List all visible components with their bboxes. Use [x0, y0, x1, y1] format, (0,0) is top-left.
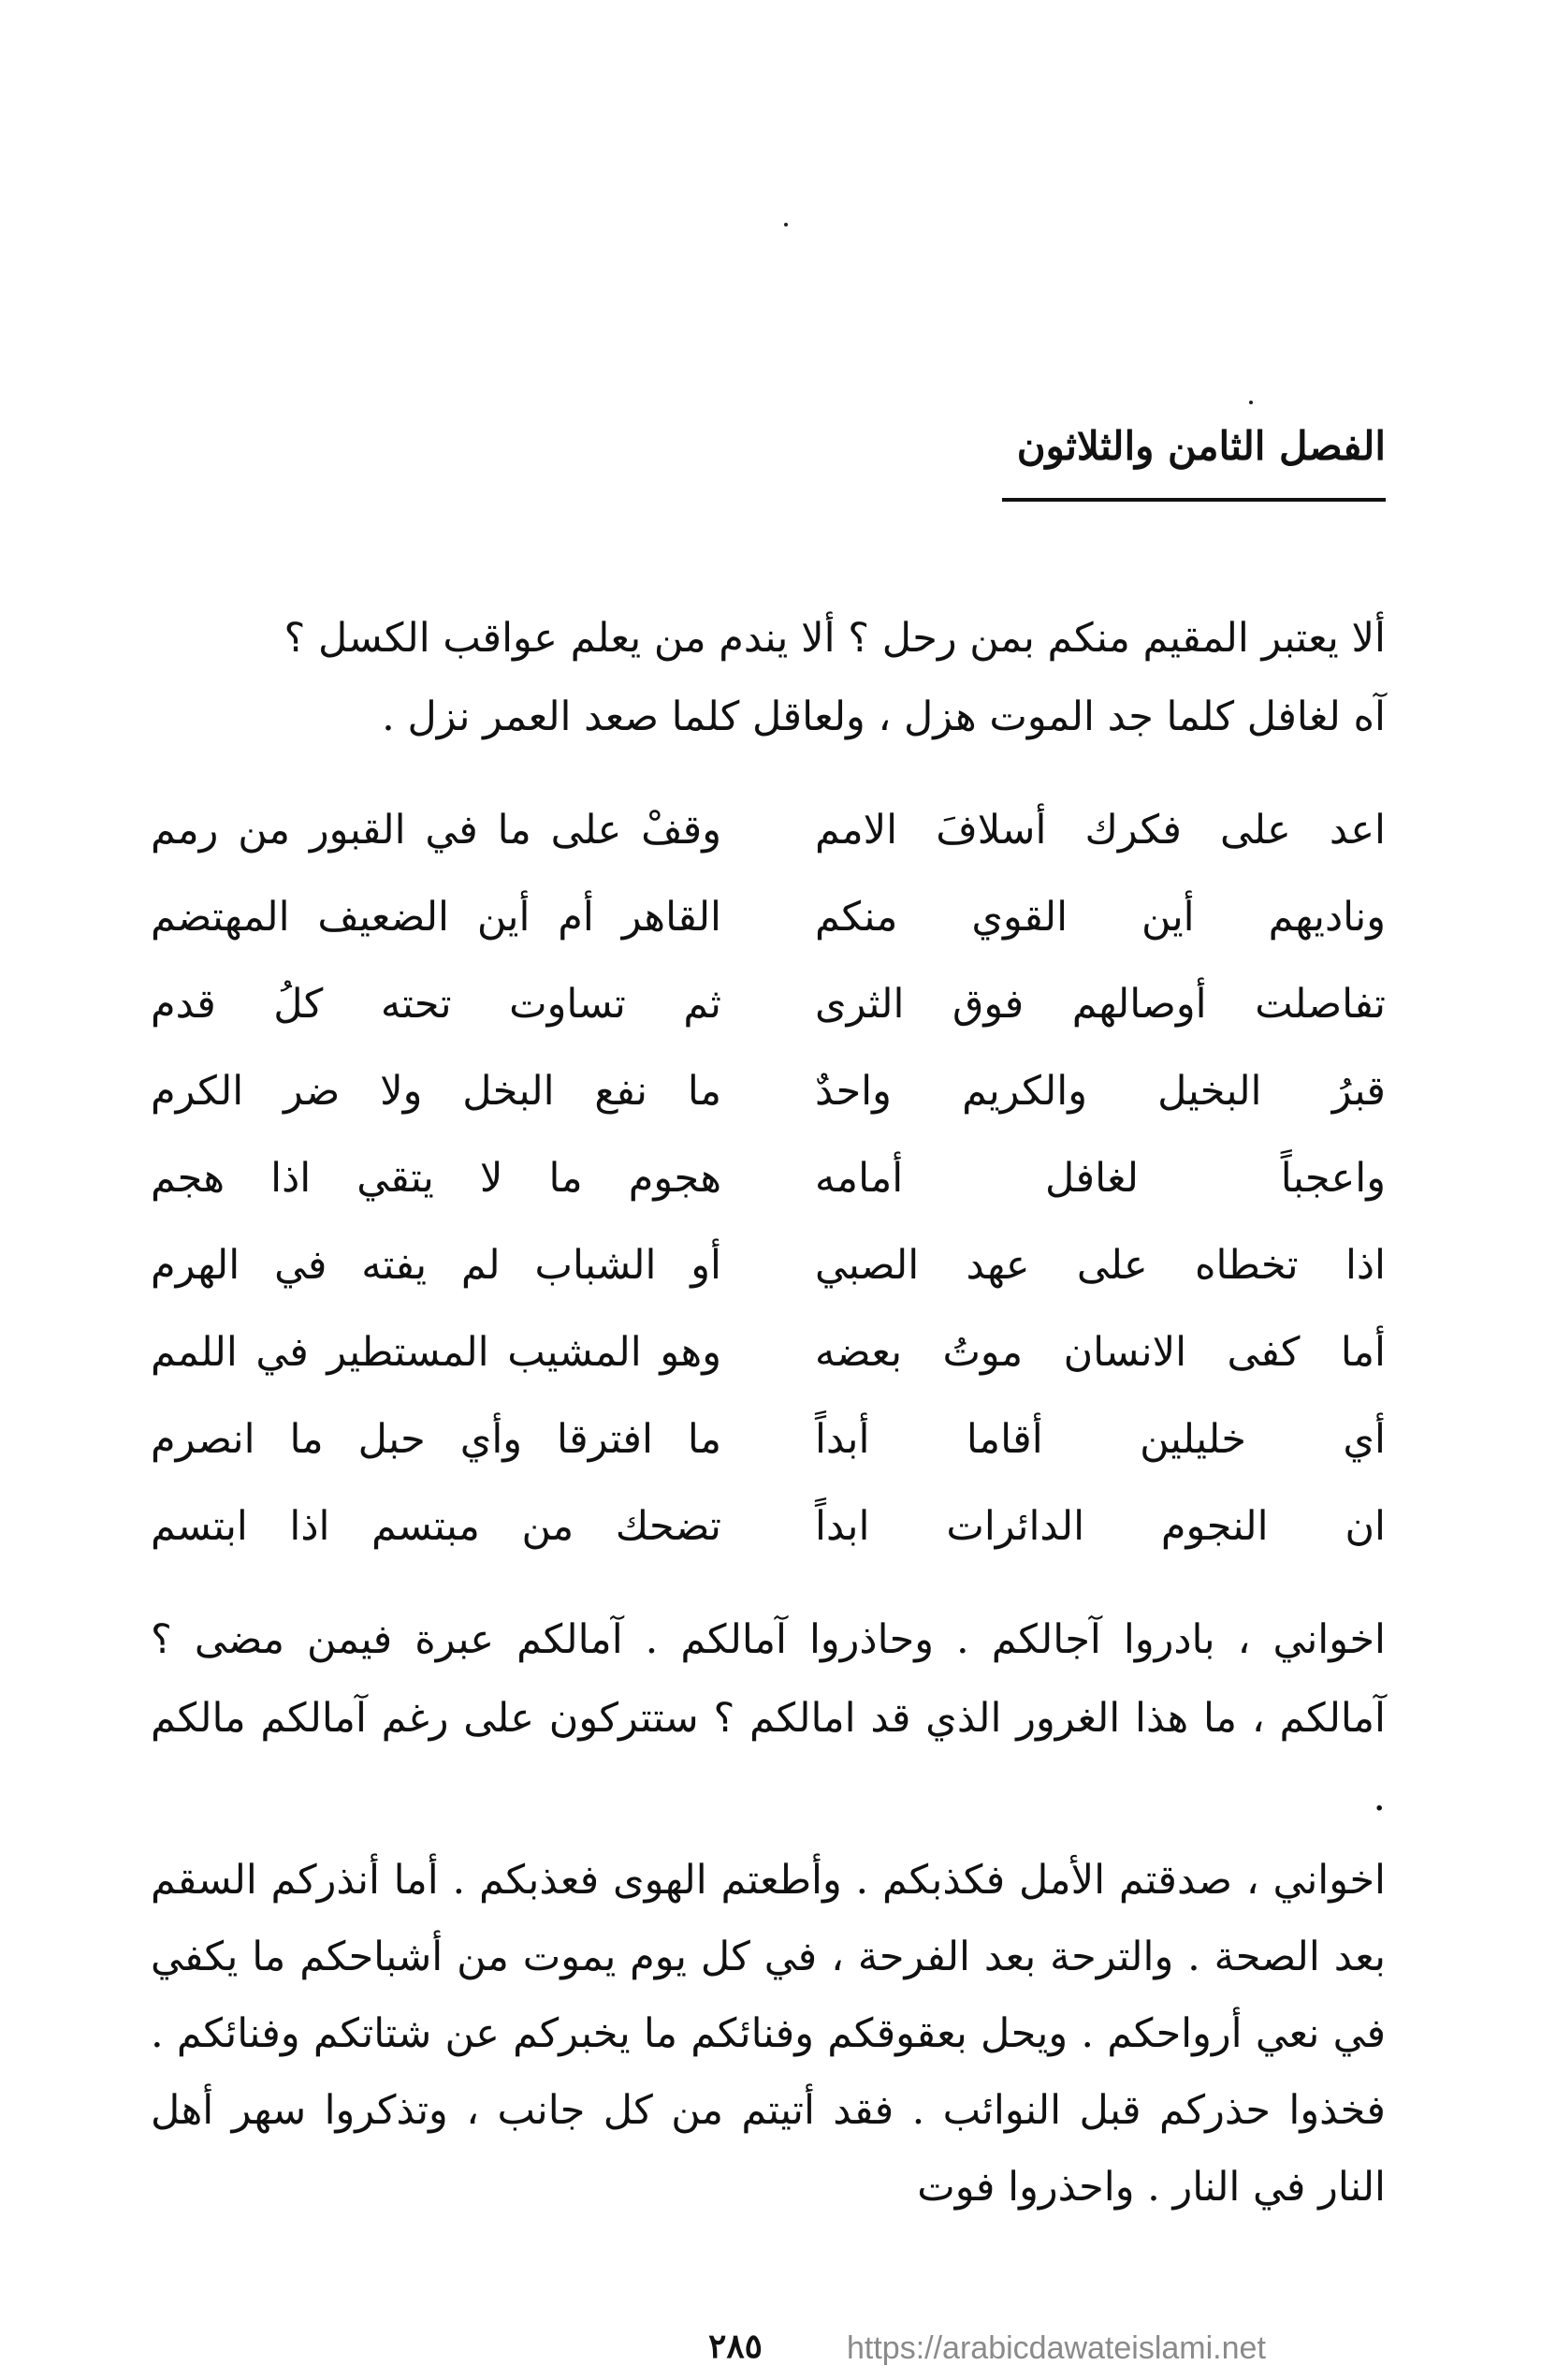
- poem-verse: [151, 960, 1386, 1047]
- paragraph: اخواني ، صدقتم الأمل فكذبكم . وأطعتم الهوى فعذبكم . أما أنذركم السقم بعد الصحة . والترحة بعد الفرحة ، في كل يوم يموت من أشباحكم ما يكفي في نعي أرواحكم . ويحل بعقوقكم وفنائكم ما يخبركم عن شتاتكم وفنائكم . فخذوا حذركم قبل النوائب . فقد أتيتم من كل جانب ، وتذكروا سهر أهل النار في النار . واحذروا فوت: [151, 1857, 1386, 2211]
- poem-verse: [151, 1221, 1386, 1308]
- verse-first-hemistich: اذا تخطاه على عهد الصبي: [815, 1241, 1386, 1289]
- page-number: ٢٨٥: [708, 2327, 763, 2366]
- verse-second-hemistich: وقفْ على ما في القبور من رمم: [151, 806, 721, 854]
- verse-second-hemistich: ما افترقا وأي حبل ما انصرم: [151, 1415, 721, 1463]
- poem-verse: [151, 1047, 1386, 1134]
- verse-second-hemistich: هجوم ما لا يتقي اذا هجم: [151, 1154, 721, 1202]
- verse-first-hemistich: ان النجوم الدائرات ابداً: [815, 1502, 1386, 1550]
- scan-speck: [784, 223, 788, 226]
- poem-verse: [151, 1134, 1386, 1221]
- verse-second-hemistich: ما نفع البخل ولا ضر الكرم: [151, 1067, 721, 1115]
- verse-first-hemistich: وناديهم أين القوي منكم: [815, 893, 1386, 941]
- intro-line: ألا يعتبر المقيم منكم بمن رحل ؟ ألا يندم من يعلم عواقب الكسل ؟: [283, 615, 1386, 662]
- verse-first-hemistich: تفاصلت أوصالهم فوق الثرى: [815, 980, 1386, 1028]
- intro-line: آه لغافل كلما جد الموت هزل ، ولعاقل كلما صعد العمر نزل .: [382, 694, 1386, 740]
- verse-second-hemistich: تضحك من مبتسم اذا ابتسم: [151, 1502, 721, 1550]
- verse-second-hemistich: ثم تساوت تحته كلُ قدم: [151, 980, 721, 1028]
- verse-first-hemistich: أي خليلين أقاما أبداً: [815, 1415, 1386, 1463]
- poem-verse: [151, 1395, 1386, 1482]
- watermark-url: https://arabicdawateislami.net: [847, 2330, 1266, 2366]
- verse-first-hemistich: أما كفى الانسان موتُ بعضه: [815, 1328, 1386, 1376]
- title-underline: [1002, 498, 1386, 502]
- poem-verse: [151, 1482, 1386, 1570]
- verse-second-hemistich: القاهر أم أين الضعيف المهتضم: [151, 893, 721, 941]
- verse-first-hemistich: قبرُ البخيل والكريم واحدٌ: [815, 1067, 1386, 1115]
- chapter-title: الفصل الثامن والثلاثون: [1016, 423, 1386, 469]
- paragraph: اخواني ، بادروا آجالكم . وحاذروا آمالكم . آمالكم عبرة فيمن مضى ؟ آمالكم ، ما هذا الغرور الذي قد امالكم ؟ ستتركون على رغم آمالكم مالكم .: [151, 1616, 1386, 1820]
- verse-first-hemistich: واعجباً لغافل أمامه: [815, 1154, 1386, 1202]
- verse-second-hemistich: وهو المشيب المستطير في اللمم: [151, 1328, 721, 1376]
- poem-verse: [151, 786, 1386, 873]
- poem-verse: [151, 1308, 1386, 1395]
- verse-first-hemistich: اعد على فكرك أسلافَ الامم: [815, 806, 1386, 854]
- verse-second-hemistich: أو الشباب لم يفته في الهرم: [151, 1241, 721, 1289]
- poem: [151, 786, 1386, 1570]
- poem-verse: [151, 873, 1386, 960]
- scan-speck: [1249, 401, 1253, 404]
- intro-text: [151, 599, 1386, 756]
